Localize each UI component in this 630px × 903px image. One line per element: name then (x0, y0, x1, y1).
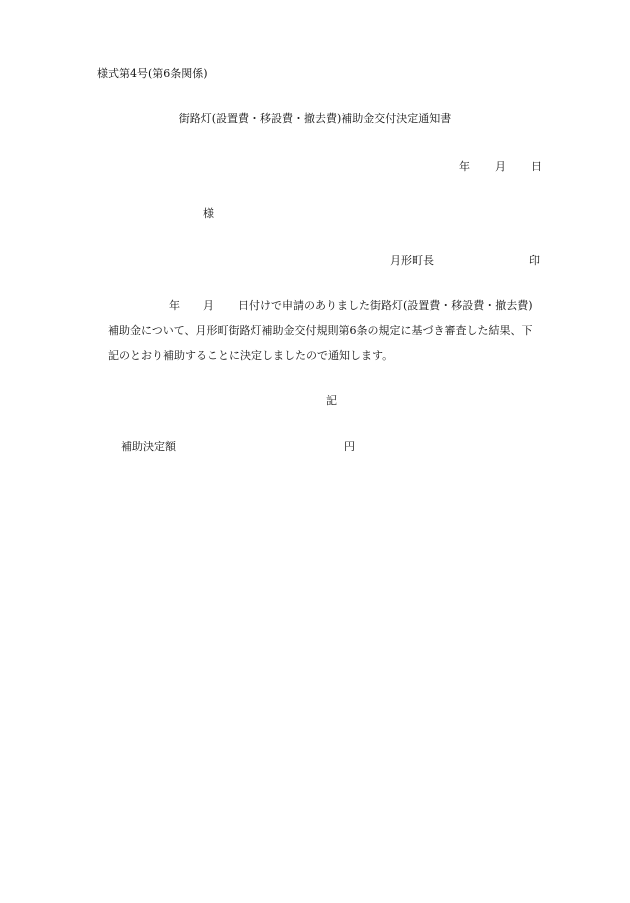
date-month-label: 月 (495, 160, 506, 173)
addressee-honorific: 様 (203, 207, 214, 220)
amount-unit: 円 (344, 440, 355, 453)
body-month-label: 月 (203, 299, 214, 312)
body-year-label: 年 (169, 299, 180, 312)
body-line-2: 補助金について、月形町街路灯補助金交付規則第6条の規定に基づき審査した結果、下 (108, 324, 533, 337)
ki-heading: 記 (326, 394, 337, 407)
body-line-3: 記のとおり補助することに決定しましたので通知します。 (108, 349, 394, 362)
form-number: 様式第4号(第6条関係) (97, 67, 208, 80)
date-year-label: 年 (459, 160, 470, 173)
issuer-seal: 印 (529, 254, 540, 267)
date-day-label: 日 (531, 160, 542, 173)
issuer-name: 月形町長 (390, 254, 434, 267)
document-title: 街路灯(設置費・移設費・撤去費)補助金交付決定通知書 (178, 112, 452, 125)
amount-label: 補助決定額 (121, 440, 176, 453)
body-line-1: 日付けで申請のありました街路灯(設置費・移設費・撤去費) (238, 299, 533, 312)
